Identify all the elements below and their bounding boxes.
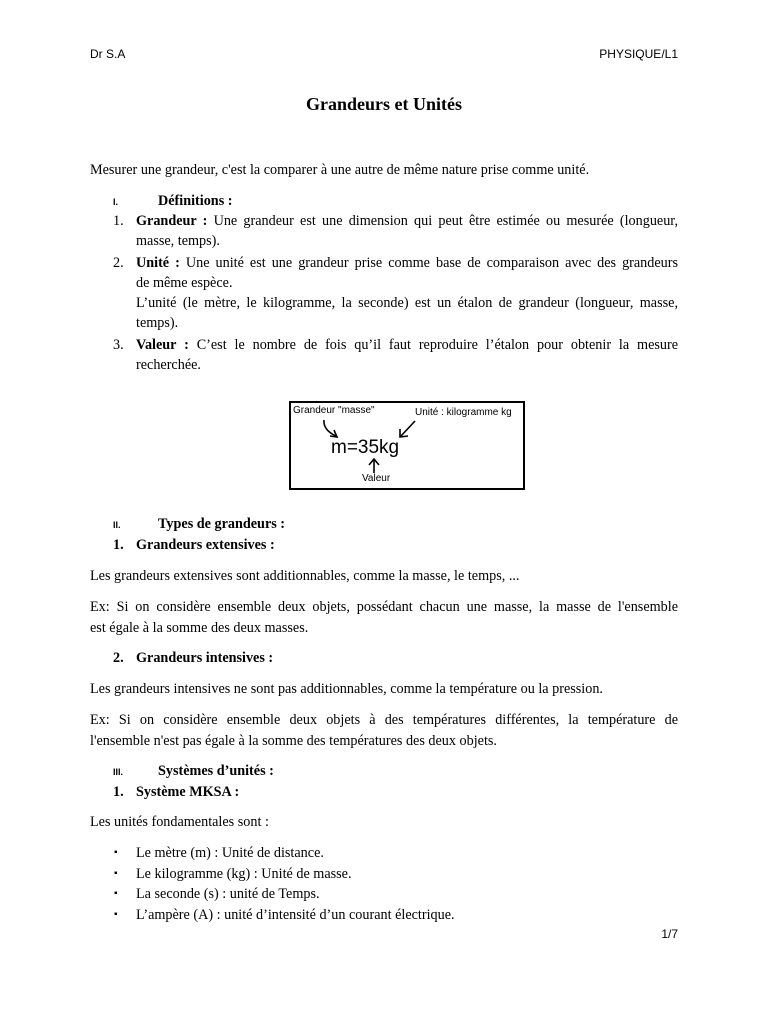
- figure-label-unit: Unité : kilogramme kg: [415, 407, 512, 418]
- definition-text: masse, temps).: [136, 233, 220, 249]
- paragraph: Les grandeurs intensives ne sont pas additionnables, comme la température ou la pression.: [90, 681, 603, 697]
- figure-arrows: [291, 403, 523, 488]
- definition-term: Valeur :: [136, 337, 189, 353]
- item-3-number: 3.: [113, 337, 124, 353]
- subsection-3-1-heading: Système MKSA :: [136, 784, 240, 800]
- item-2-number: 2.: [113, 255, 124, 271]
- list-item: Le mètre (m) : Unité de distance.: [136, 845, 324, 861]
- arrow-to-quantity-icon: [324, 420, 336, 436]
- definition-text: temps).: [136, 315, 179, 331]
- section-1-heading: Définitions :: [158, 193, 233, 209]
- list-item: Le kilogramme (kg) : Unité de masse.: [136, 866, 352, 882]
- header-author: Dr S.A: [90, 47, 126, 61]
- subsection-2-1-number: 1.: [113, 537, 124, 553]
- example-paragraph: [90, 597, 678, 639]
- section-3-heading: Systèmes d’unités :: [158, 763, 274, 779]
- definition-term: Grandeur :: [136, 213, 208, 229]
- example-line: est égale à la somme des deux masses.: [90, 620, 309, 636]
- example-line: Ex: Si on considère ensemble deux objets à des températures différentes, la température de: [90, 712, 678, 728]
- definition-text: Une grandeur est une dimension qui peut être estimée ou mesurée (longueur,: [213, 213, 679, 229]
- arrow-to-unit-icon: [401, 421, 415, 436]
- subsection-3-1-number: 1.: [113, 784, 124, 800]
- example-paragraph: [90, 710, 678, 752]
- example-line: l'ensemble n'est pas égale à la somme des températures des deux objets.: [90, 733, 497, 749]
- example-line: Ex: Si on considère ensemble deux objets, possédant chacun une masse, la masse de l'ensemble: [90, 599, 678, 615]
- bullet-icon: ▪: [114, 888, 118, 899]
- definition-unite: [136, 253, 678, 333]
- subsection-2-1-heading: Grandeurs extensives :: [136, 537, 275, 553]
- definition-text: C’est le nombre de fois qu’il faut reproduire l’étalon pour obtenir la mesure: [196, 337, 678, 353]
- bullet-icon: ▪: [114, 847, 118, 858]
- page-title: Grandeurs et Unités: [306, 94, 462, 114]
- header-course: PHYSIQUE/L1: [599, 47, 678, 61]
- definition-text: Une unité est une grandeur prise comme base de comparaison avec des grandeurs: [185, 255, 679, 271]
- subsection-2-2-number: 2.: [113, 650, 124, 666]
- figure-equation: m=35kg: [331, 437, 400, 458]
- list-item: L’ampère (A) : unité d’intensité d’un courant électrique.: [136, 907, 455, 923]
- definition-term: Unité :: [136, 255, 180, 271]
- paragraph: Les unités fondamentales sont :: [90, 814, 269, 830]
- definition-grandeur: [136, 211, 678, 251]
- section-2-heading: Types de grandeurs :: [158, 516, 286, 532]
- definition-text: L’unité (le mètre, le kilogramme, la seconde) est un étalon de grandeur (longueur, masse,: [136, 295, 678, 311]
- intro-paragraph: Mesurer une grandeur, c'est la comparer à une autre de même nature prise comme unité.: [90, 162, 590, 178]
- section-1-numeral: I.: [113, 197, 119, 207]
- page-number: 1/7: [661, 927, 678, 941]
- figure-label-value: Valeur: [362, 473, 391, 484]
- figure-label-quantity: Grandeur "masse": [293, 405, 375, 416]
- paragraph: Les grandeurs extensives sont additionnables, comme la masse, le temps, ...: [90, 568, 520, 584]
- section-2-numeral: II.: [113, 520, 121, 530]
- bullet-icon: ▪: [114, 868, 118, 879]
- definition-text: de même espèce.: [136, 275, 233, 291]
- mass-example-figure: [289, 401, 525, 490]
- list-item: La seconde (s) : unité de Temps.: [136, 886, 320, 902]
- definition-valeur: [136, 335, 678, 375]
- bullet-icon: ▪: [114, 909, 118, 920]
- definition-text: recherchée.: [136, 357, 201, 373]
- subsection-2-2-heading: Grandeurs intensives :: [136, 650, 274, 666]
- section-3-numeral: III.: [113, 767, 124, 777]
- item-1-number: 1.: [113, 213, 124, 229]
